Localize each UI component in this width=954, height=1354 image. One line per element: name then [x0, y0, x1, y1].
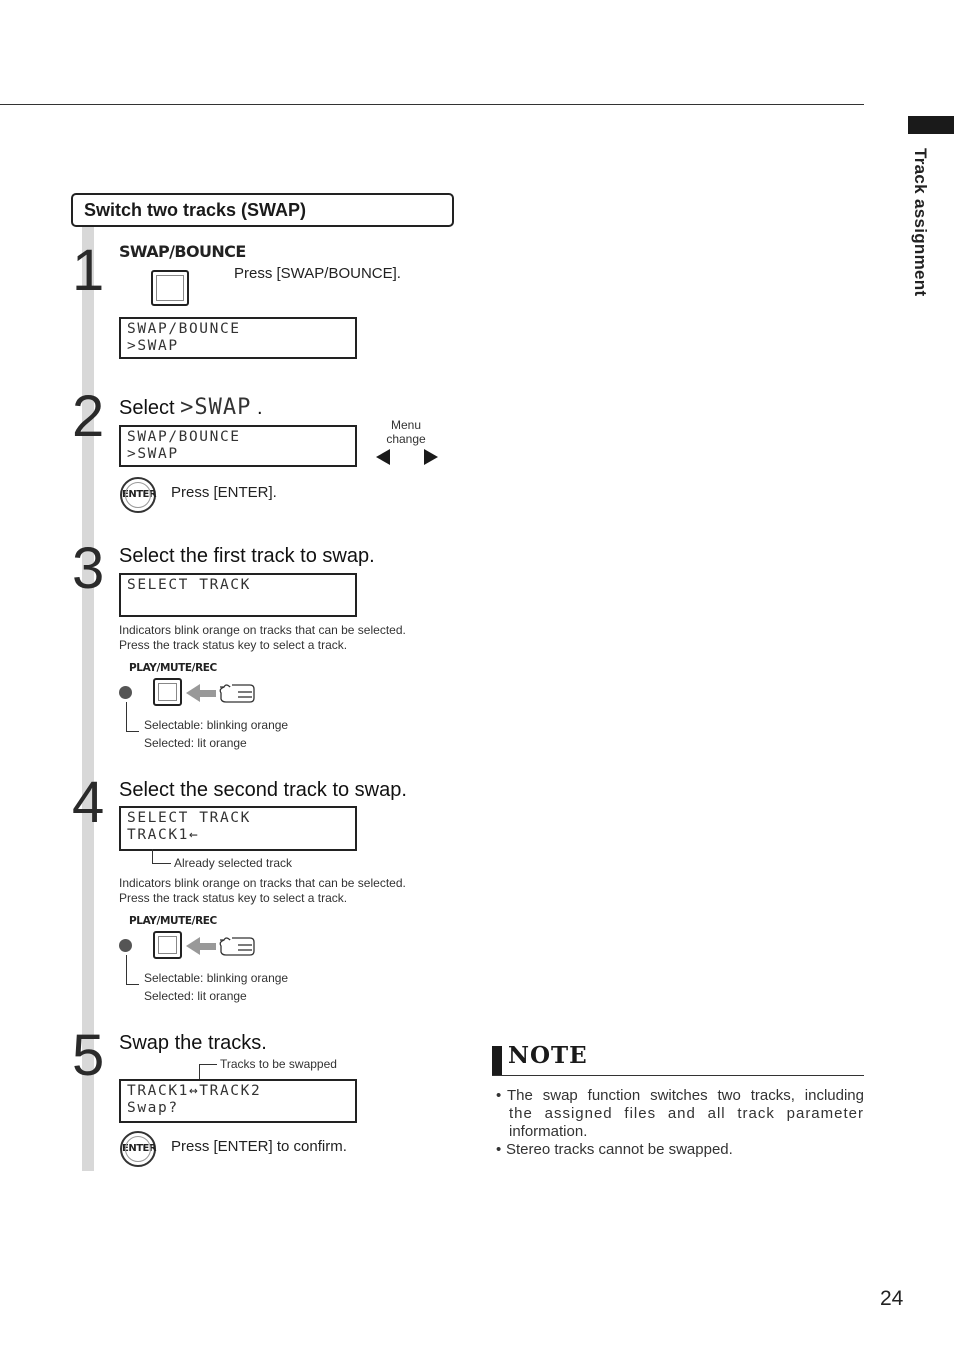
track-indicator-led [119, 939, 132, 952]
section-title: Switch two tracks (SWAP) [71, 193, 454, 227]
lcd-line-1: SELECT TRACK [127, 810, 251, 826]
callout-line [152, 849, 153, 864]
step1-instruction: Press [SWAP/BOUNCE]. [234, 265, 401, 282]
callout-line [152, 863, 171, 864]
callout-line [199, 1064, 217, 1065]
arrow-left-icon [186, 937, 216, 955]
note-item-row [496, 1087, 864, 1105]
chapter-tab-marker [908, 116, 954, 134]
step2-title-suffix: . [256, 397, 263, 419]
lcd-line-2: Swap? [127, 1100, 179, 1116]
note-marker-bar [492, 1046, 502, 1076]
step3-desc-line-1: Indicators blink orange on tracks that can be selected. [119, 623, 406, 637]
lcd-line-1: SELECT TRACK [127, 577, 251, 593]
enter-key-icon: ENTER [120, 1131, 156, 1167]
swap-bounce-key-label: SWAP/BOUNCE [119, 242, 246, 261]
step2-title-lcd-text: >SWAP [180, 395, 252, 420]
note-bullet: • [496, 1087, 502, 1104]
chapter-side-label: Track assignment [911, 148, 930, 297]
lcd-line-1: SWAP/BOUNCE [127, 321, 241, 337]
note-bullet: • [496, 1141, 502, 1158]
step3-description [119, 623, 406, 653]
enter-key-icon: ENTER [120, 477, 156, 513]
page-number: 24 [880, 1287, 904, 1310]
step4-desc-line-2: Press the track status key to select a track. [119, 891, 348, 905]
step4-description [119, 876, 406, 906]
lcd-line-2: >SWAP [127, 446, 179, 462]
selectable-legend: Selectable: blinking orange [144, 971, 289, 985]
step-number-1: 1 [72, 238, 103, 303]
note-text-line: Stereo tracks cannot be swapped. [506, 1141, 733, 1158]
press-key-pointer [184, 933, 260, 961]
step3-indicator-legend [144, 716, 288, 752]
step-number-4: 4 [72, 770, 103, 835]
step5-lcd-display [119, 1079, 357, 1123]
note-rule [492, 1075, 864, 1076]
step4-lcd-display [119, 806, 357, 851]
note-text-line: information. [509, 1123, 588, 1140]
callout-line [126, 955, 127, 985]
press-key-pointer [184, 680, 260, 708]
track-status-key-icon [153, 678, 182, 706]
selected-legend: Selected: lit orange [144, 736, 247, 750]
track-indicator-led [119, 686, 132, 699]
step2-lcd-display [119, 425, 357, 467]
triangle-left-icon [376, 449, 390, 465]
hand-pointer-icon [220, 685, 254, 702]
step-number-2: 2 [72, 384, 103, 449]
menu-change-arrows [376, 449, 438, 465]
step-number-3: 3 [72, 536, 103, 601]
track-status-key-icon [153, 931, 182, 959]
lcd-line-2: >SWAP [127, 338, 179, 354]
lcd-line-1: TRACK1↔TRACK2 [127, 1083, 262, 1099]
note-item-2 [496, 1141, 864, 1159]
play-mute-rec-key-label: PLAY/MUTE/REC [129, 915, 217, 927]
note-item-1 [496, 1087, 864, 1141]
note-text-line: The swap function switches two tracks, including [507, 1087, 864, 1104]
hand-pointer-icon [220, 938, 254, 955]
step2-title-prefix: Select [119, 397, 175, 419]
step4-title: Select the second track to swap. [119, 779, 407, 801]
selected-legend: Selected: lit orange [144, 989, 247, 1003]
menu-change-line-1: Menu [390, 418, 422, 432]
play-mute-rec-key-label: PLAY/MUTE/REC [129, 662, 217, 674]
step4-indicator-legend [144, 969, 288, 1005]
arrow-left-icon [186, 684, 216, 702]
note-title: NOTE [508, 1042, 588, 1069]
step2-instruction: Press [ENTER]. [171, 484, 277, 501]
step5-instruction: Press [ENTER] to confirm. [171, 1138, 347, 1155]
step3-desc-line-2: Press the track status key to select a track. [119, 638, 348, 652]
step4-desc-line-1: Indicators blink orange on tracks that can be selected. [119, 876, 406, 890]
step1-lcd-display [119, 317, 357, 359]
note-text-line: the assigned files and all track parameter [509, 1105, 864, 1122]
callout-line [126, 731, 139, 732]
step2-title [119, 395, 263, 420]
step3-title: Select the first track to swap. [119, 545, 375, 567]
header-rule [0, 104, 864, 105]
step5-title: Swap the tracks. [119, 1032, 267, 1054]
lcd-line-1: SWAP/BOUNCE [127, 429, 241, 445]
selectable-legend: Selectable: blinking orange [144, 718, 289, 732]
already-selected-callout: Already selected track [174, 856, 293, 870]
lcd-line-2: TRACK1← [127, 827, 200, 843]
step-number-5: 5 [72, 1023, 103, 1088]
menu-change-label [376, 418, 436, 446]
swap-bounce-key-icon [151, 270, 189, 306]
triangle-right-icon [424, 449, 438, 465]
callout-line [126, 984, 139, 985]
callout-line [126, 702, 127, 732]
tracks-swapped-callout: Tracks to be swapped [220, 1057, 337, 1071]
menu-change-line-2: change [386, 432, 426, 446]
step3-lcd-display [119, 573, 357, 617]
